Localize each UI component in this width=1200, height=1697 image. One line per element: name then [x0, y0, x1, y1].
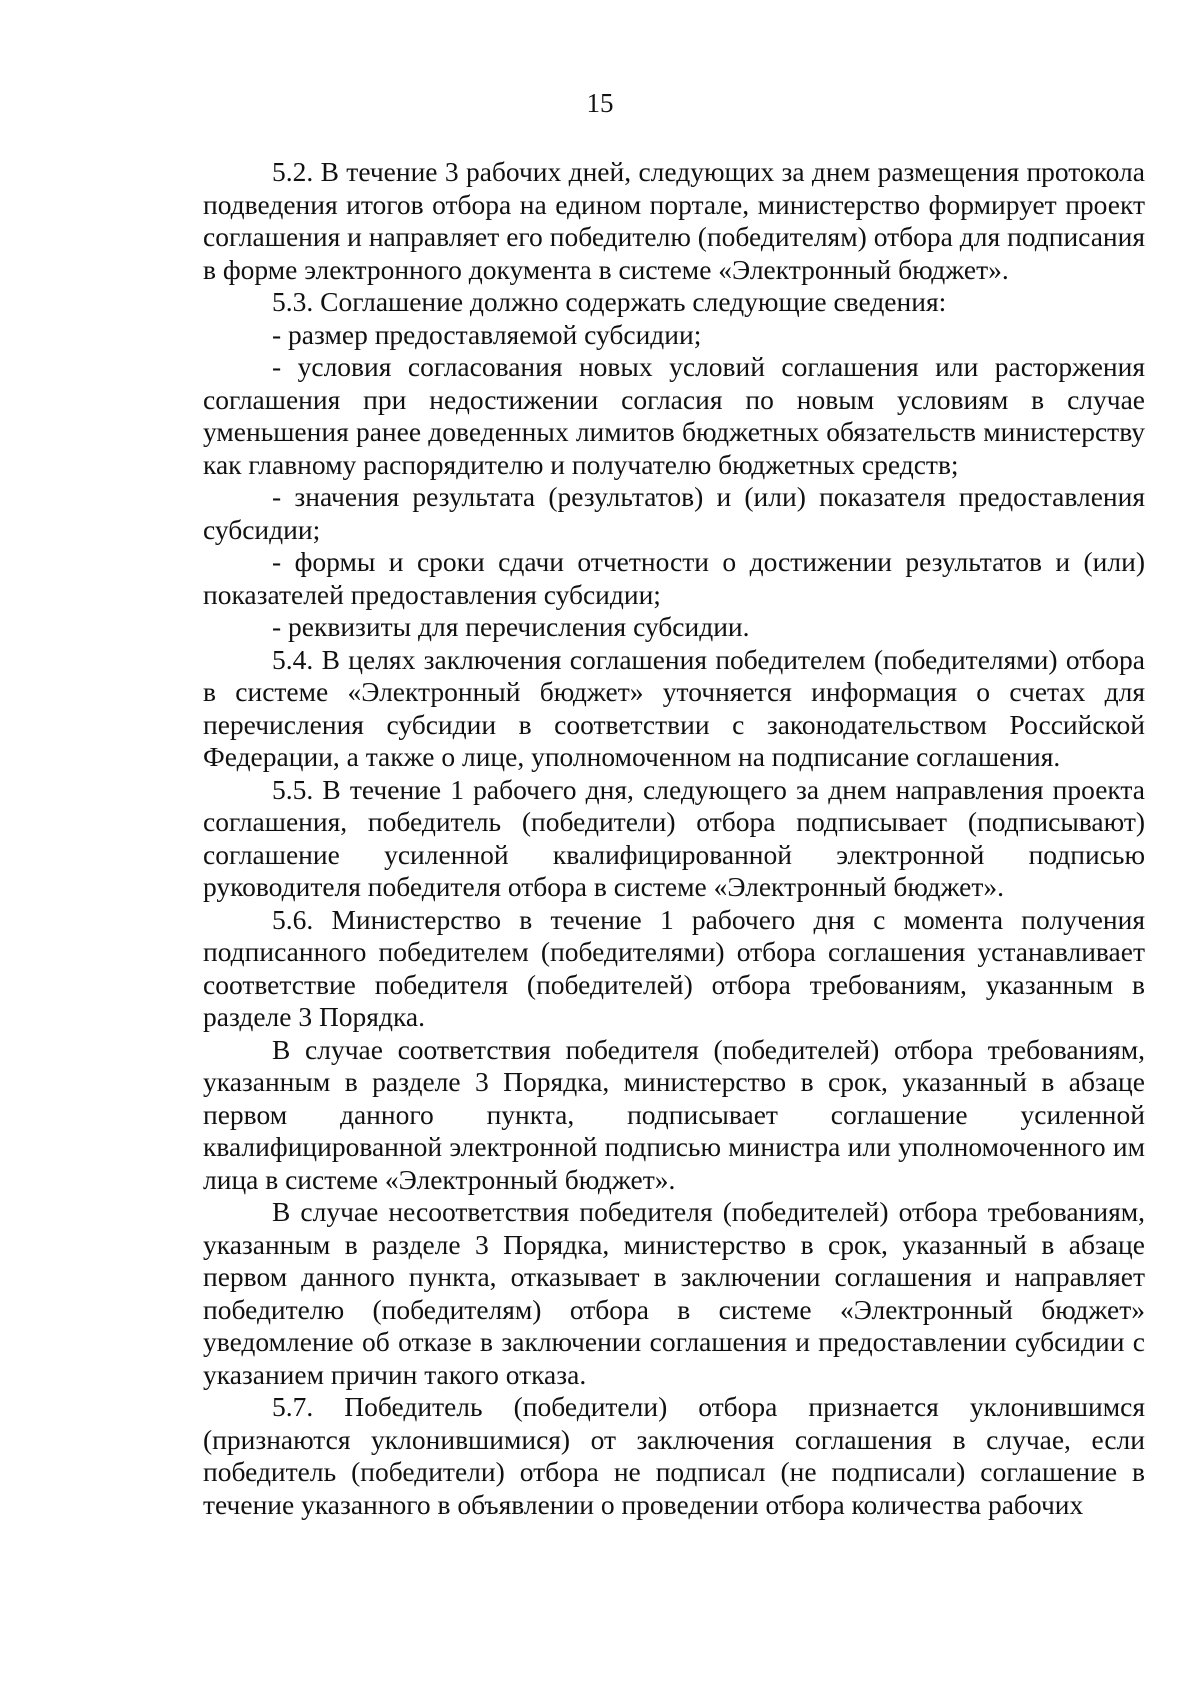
- paragraph-5-6: 5.6. Министерство в течение 1 рабочего дня с момента получения подписанного победителем (победителями) отбора соглашения устанавливает соответствие победителя (победителей) отбора требованиям, указанным в разделе 3 Порядка.: [203, 903, 1145, 1032]
- paragraph-compliance: В случае соответствия победителя (победителей) отбора требованиям, указанным в разделе 3 Порядка, министерство в срок, указанный в абзаце первом данного пункта, подписывает соглашение усиленной квалифицированной электронной подписью министра или уполномоченного им лица в системе «Электронный бюджет».: [203, 1033, 1145, 1195]
- paragraph-5-5: 5.5. В течение 1 рабочего дня, следующего за днем направления проекта соглашения, победитель (победители) отбора подписывает (подписывают) соглашение усиленной квалифицированной электронной подписью руководителя победителя отбора в системе «Электронный бюджет».: [203, 773, 1145, 902]
- list-item-payment-details: - реквизиты для перечисления субсидии.: [272, 611, 750, 642]
- list-item-agreement-terms: - условия согласования новых условий соглашения или расторжения соглашения при недостижении согласия по новым условиям в случае уменьшения ранее доведенных лимитов бюджетных обязательств министерству как главному распорядителю и получателю бюджетных средств;: [203, 351, 1145, 480]
- paragraph-5-2: 5.2. В течение 3 рабочих дней, следующих за днем размещения протокола подведения итогов отбора на едином портале, министерство формирует проект соглашения и направляет его победителю (победителям) отбора для подписания в форме электронного документа в системе «Электронный бюджет».: [203, 156, 1145, 285]
- paragraph-5-7: 5.7. Победитель (победители) отбора признается уклонившимся (признаются уклонившимися) от заключения соглашения в случае, если победитель (победители) отбора не подписал (не подписали) соглашение в течение указанного в объявлении о проведении отбора количества рабочих: [203, 1391, 1145, 1520]
- list-item-result-values: - значения результата (результатов) и (или) показателя предоставления субсидии;: [203, 481, 1145, 545]
- page-number: 15: [586, 88, 614, 118]
- list-item-subsidy-amount: - размер предоставляемой субсидии;: [272, 318, 702, 350]
- paragraph-5-3: 5.3. Соглашение должно содержать следующие сведения:: [272, 286, 947, 317]
- paragraph-5-4: 5.4. В целях заключения соглашения победителем (победителями) отбора в системе «Электронный бюджет» уточняется информация о счетах для перечисления субсидии в соответствии с законодательством Российской Федерации, а также о лице, уполномоченном на подписание соглашения.: [203, 643, 1145, 772]
- document-body: [203, 156, 1145, 1521]
- list-item-reporting-forms: - формы и сроки сдачи отчетности о достижении результатов и (или) показателей предоставления субсидии;: [203, 546, 1145, 610]
- paragraph-noncompliance: В случае несоответствия победителя (победителей) отбора требованиям, указанным в разделе 3 Порядка, министерство в срок, указанный в абзаце первом данного пункта, отказывает в заключении соглашения и направляет победителю (победителям) отбора в системе «Электронный бюджет» уведомление об отказе в заключении соглашения и предоставлении субсидии с указанием причин такого отказа.: [203, 1196, 1145, 1390]
